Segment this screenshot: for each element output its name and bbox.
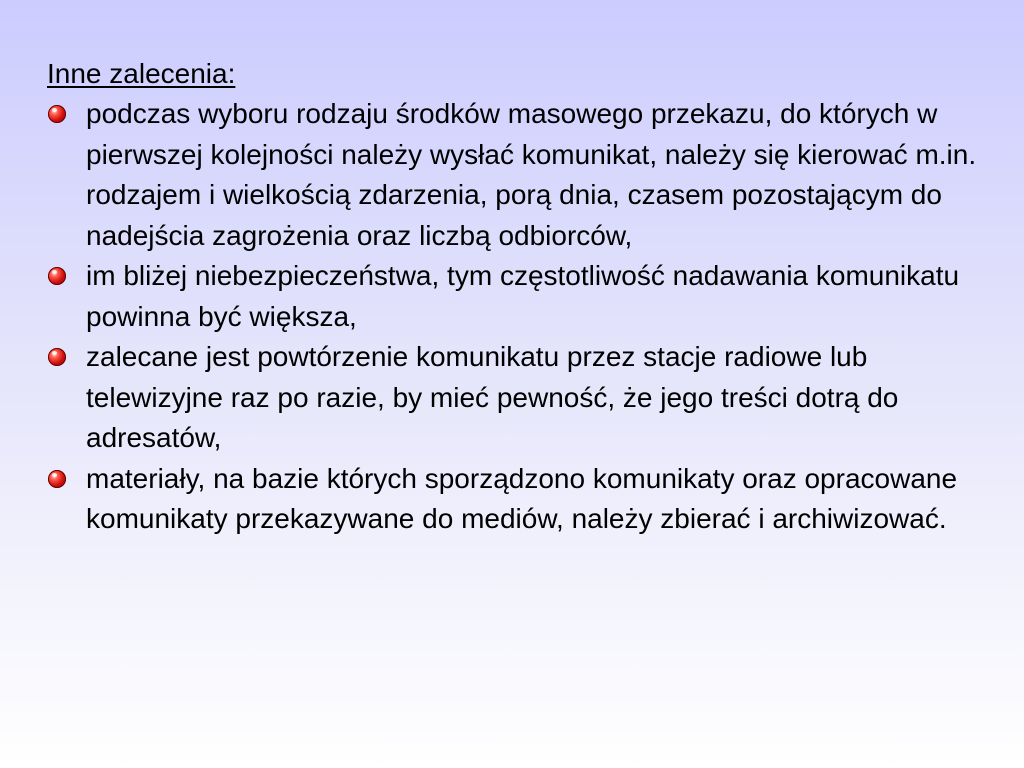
bullet-text: materiały, na bazie których sporządzono komunikaty oraz opracowane komunikaty przekazywane do mediów, należy zbierać i archiwizować.: [86, 462, 958, 534]
red-sphere-bullet-icon: [48, 348, 66, 366]
bullet-text: zalecane jest powtórzenie komunikatu przez stacje radiowe lub telewizyjne raz po razie, by mieć pewność, że jego treści dotrą do adresatów,: [86, 341, 899, 453]
bullet-item: [47, 337, 997, 459]
bullet-text: im bliżej niebezpieczeństwa, tym częstotliwość nadawania komunikatu powinna być większa,: [86, 260, 960, 332]
bullet-text: podczas wyboru rodzaju środków masowego przekazu, do których w pierwszej kolejności należy wysłać komunikat, należy się kierować m.in. rodzajem i wielkością zdarzenia, porą dnia, czasem pozostającym do nadejścia zagrożenia oraz liczbą odbiorców,: [86, 98, 977, 251]
bullet-item: [47, 94, 997, 256]
bullet-list: [47, 94, 997, 540]
bullet-item: [47, 459, 997, 540]
red-sphere-bullet-icon: [48, 105, 66, 123]
red-sphere-bullet-icon: [48, 267, 66, 285]
slide-heading: Inne zalecenia:: [47, 58, 236, 89]
red-sphere-bullet-icon: [48, 470, 66, 488]
bullet-item: [47, 256, 997, 337]
